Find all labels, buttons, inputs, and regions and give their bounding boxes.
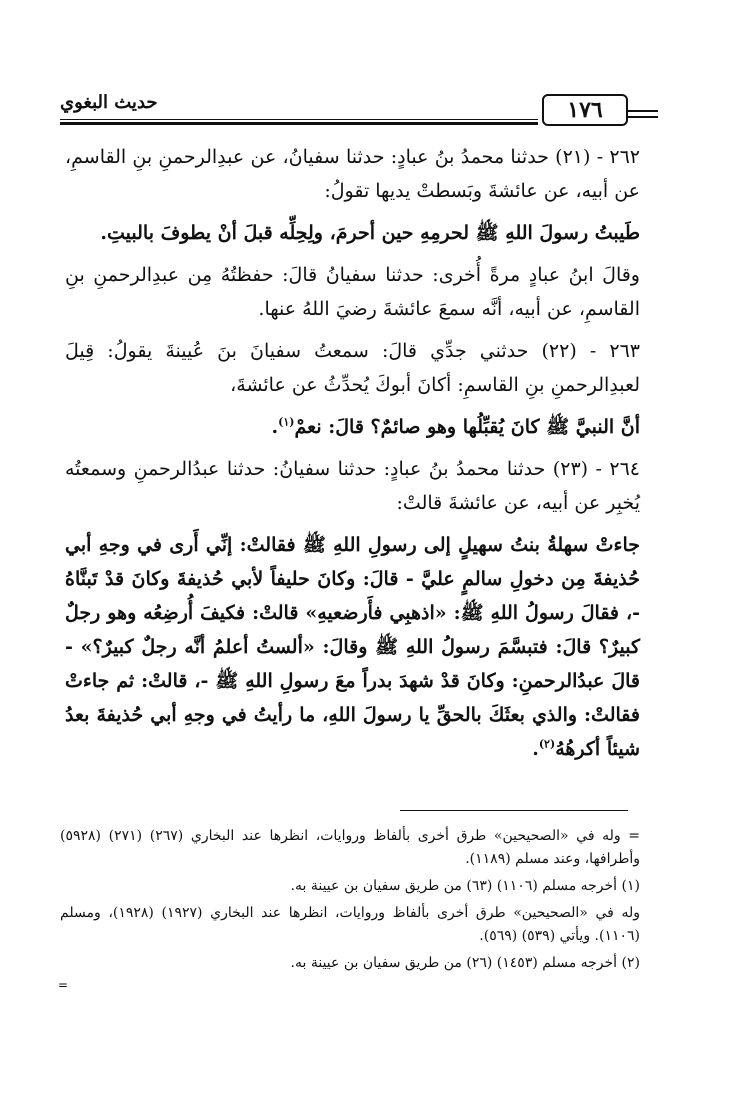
footnote: وله في «الصحيحين» طرق أخرى بألفاظ وروايات، انظرها عند البخاري (١٩٢٧) (١٩٢٨)، ومسلم (١١٠٦). ويأتي (٥٣٩) (٥٦٩).: [60, 905, 641, 944]
paragraph: ٢٦٣ - (٢٢) حدثني جدِّي قالَ: سمعتُ سفيانَ بنَ عُيينةَ يقولُ: قِيلَ لعبدِالرحمنِ بنِ القاسمِ: أكانَ أبوكَ يُحدِّثُ عن عائشةَ،: [65, 340, 640, 396]
header-rule-thick: [60, 122, 538, 125]
main-text: [65, 140, 640, 774]
hadith-text: طَيبتُ رسولَ اللهِ ﷺ لحرمِهِ حين أحرمَ، ولِحِلِّه قبلَ أنْ يطوفَ بالبيتِ.: [100, 222, 640, 244]
margin-mark: =: [58, 978, 69, 992]
header-rule-thin: [60, 119, 538, 120]
paragraph: وقالَ ابنُ عبادٍ مرةً أُخرى: حدثنا سفيانُ قالَ: حفظتُهُ مِن عبدِالرحمنِ بنِ القاسمِ، عن أبيه، أنَّه سمعَ عائشةَ رضيَ اللهُ عنها.: [65, 264, 640, 320]
header-rule-right: [626, 110, 658, 112]
page-number: ١٧٦: [542, 94, 628, 126]
page-header: [60, 86, 638, 126]
paragraph: ٢٦٤ - (٢٣) حدثنا محمدُ بنُ عبادٍ: حدثنا سفيانُ: حدثنا عبدُالرحمنِ وسمعتُه يُخبِر عن أبيه، عن عائشةَ قالتْ:: [65, 458, 640, 514]
footnote-separator: [400, 810, 628, 811]
running-title: حديث البغوي: [60, 92, 158, 113]
hadith-text: جاءتْ سهلةُ بنتُ سهيلٍ إلى رسولِ اللهِ ﷺ فقالتْ: إنِّي أَرى في وجهِ أبي حُذيفةَ مِن دخولِ سالمٍ عليَّ - قالَ: وكانَ حليفاً لأبي حُذيفةَ وكانَ قدْ تَبنَّاهُ -، فقالَ رسولُ اللهِ ﷺ: «اذهبِي فأَرضعيهِ» قالتْ: فكيفَ أُرضِعُه وهو رجلٌ كبيرٌ؟ قالَ: فتبسَّمَ رسولُ اللهِ ﷺ وقالَ: «ألستُ أعلمُ أنَّه رجلٌ كبيرٌ؟» - قالَ عبدُالرحمنِ: وكانَ قدْ شهدَ بدراً معَ رسولِ اللهِ ﷺ -، قالتْ: ثم جاءتْ فقالتْ: والذي بعثَكَ بالحقِّ يا رسولَ اللهِ، ما رأيتُ في وجهِ أبي حُذيفةَ بعدُ شيئاً أكرهُهُ$^{(٢)}$.: [65, 534, 640, 760]
paragraph: ٢٦٢ - (٢١) حدثنا محمدُ بنُ عبادٍ: حدثنا سفيانُ، عن عبدِالرحمنِ بنِ القاسمِ، عن أبيه، عن عائشةَ وبَسطتْ يديها تقولُ:: [65, 146, 640, 202]
hadith-text: أنَّ النبيَّ ﷺ كانَ يُقبِّلُها وهو صائمٌ؟ قالَ: نعمْ$^{(١)}$.: [271, 415, 640, 438]
footnote: = وله في «الصحيحين» طرق أخرى بألفاظ وروايات، انظرها عند البخاري (٢٦٧) (٢٧١) (٥٩٢٨) وأطرافها، وعند مسلم (١١٨٩).: [60, 828, 641, 867]
footnote: (٢) أخرجه مسلم (١٤٥٣) (٢٦) من طريق سفيان بن عيينة به.: [290, 955, 640, 971]
footnotes: [60, 825, 640, 979]
header-rule-right: [626, 116, 658, 118]
footnote: (١) أخرجه مسلم (١١٠٦) (٦٣) من طريق سفيان بن عيينة به.: [290, 878, 640, 894]
footnote-ref: (١): [278, 415, 295, 429]
footnote-ref: (٢): [538, 737, 556, 751]
